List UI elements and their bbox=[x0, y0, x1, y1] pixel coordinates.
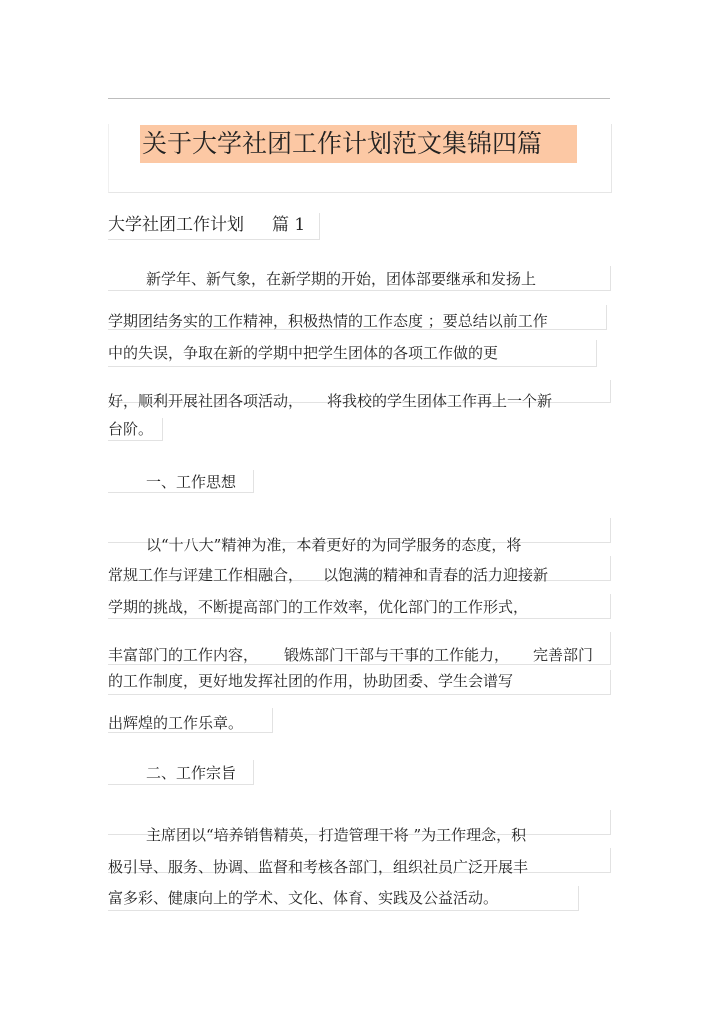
section-2-heading: 二、工作宗旨 bbox=[146, 764, 237, 782]
p2-line-6: 出辉煌的工作乐章。 bbox=[108, 714, 244, 732]
p1-line-3: 中的失误，争取在新的学期中把学生团体的各项工作做的更 bbox=[108, 344, 499, 362]
p1-line-1: 新学年、新气象，在新学期的开始，团体部要继承和发扬上 bbox=[146, 270, 537, 288]
section-1-heading: 一、工作思想 bbox=[146, 473, 237, 491]
p2-line-2a: 常规工作与评建工作相融合， bbox=[108, 566, 304, 584]
top-rule bbox=[108, 98, 610, 99]
section-heading bbox=[108, 214, 305, 236]
p3-line-3: 富多彩、健康向上的学术、文化、体育、实践及公益活动。 bbox=[108, 889, 499, 907]
p2-line-1: 以“十八大”精神为准，本着更好的为同学服务的态度，将 bbox=[146, 536, 522, 554]
p2-line-4a: 丰富部门的工作内容， bbox=[108, 646, 259, 664]
heading-number: 篇 1 bbox=[272, 215, 306, 235]
p1-line-4b: 将我校的学生团体工作再上一个新 bbox=[327, 392, 553, 410]
p2-line-2 bbox=[108, 564, 548, 586]
p2-line-5: 的工作制度，更好地发挥社团的作用，协助团委、学生会谱写 bbox=[108, 672, 514, 690]
p1-line-5: 台阶。 bbox=[108, 420, 154, 438]
p1-line-2: 学期团结务实的工作精神，积极热情的工作态度 ；要总结以前工作 bbox=[108, 312, 548, 330]
document-title: 关于大学社团工作计划范文集锦四篇 bbox=[142, 129, 543, 158]
p2-line-4 bbox=[108, 644, 593, 666]
p1-line-4a: 好，顺利开展社团各项活动， bbox=[108, 392, 304, 410]
p1-line-4 bbox=[108, 390, 552, 412]
p2-line-3: 学期的挑战，不断提高部门的工作效率，优化部门的工作形式， bbox=[108, 598, 529, 616]
heading-text: 大学社团工作计划 bbox=[108, 215, 244, 235]
p2-line-4c: 完善部门 bbox=[533, 646, 594, 664]
p2-line-4b: 锻炼部门干部与干事的工作能力， bbox=[284, 646, 510, 664]
p3-line-1: 主席团以“培养销售精英，打造管理干将 ”为工作理念，积 bbox=[146, 826, 527, 844]
p3-line-2: 极引导、服务、协调、监督和考核各部门，组织社员广泛开展丰 bbox=[108, 858, 529, 876]
p2-line-2b: 以饱满的精神和青春的活力迎接新 bbox=[323, 566, 549, 584]
